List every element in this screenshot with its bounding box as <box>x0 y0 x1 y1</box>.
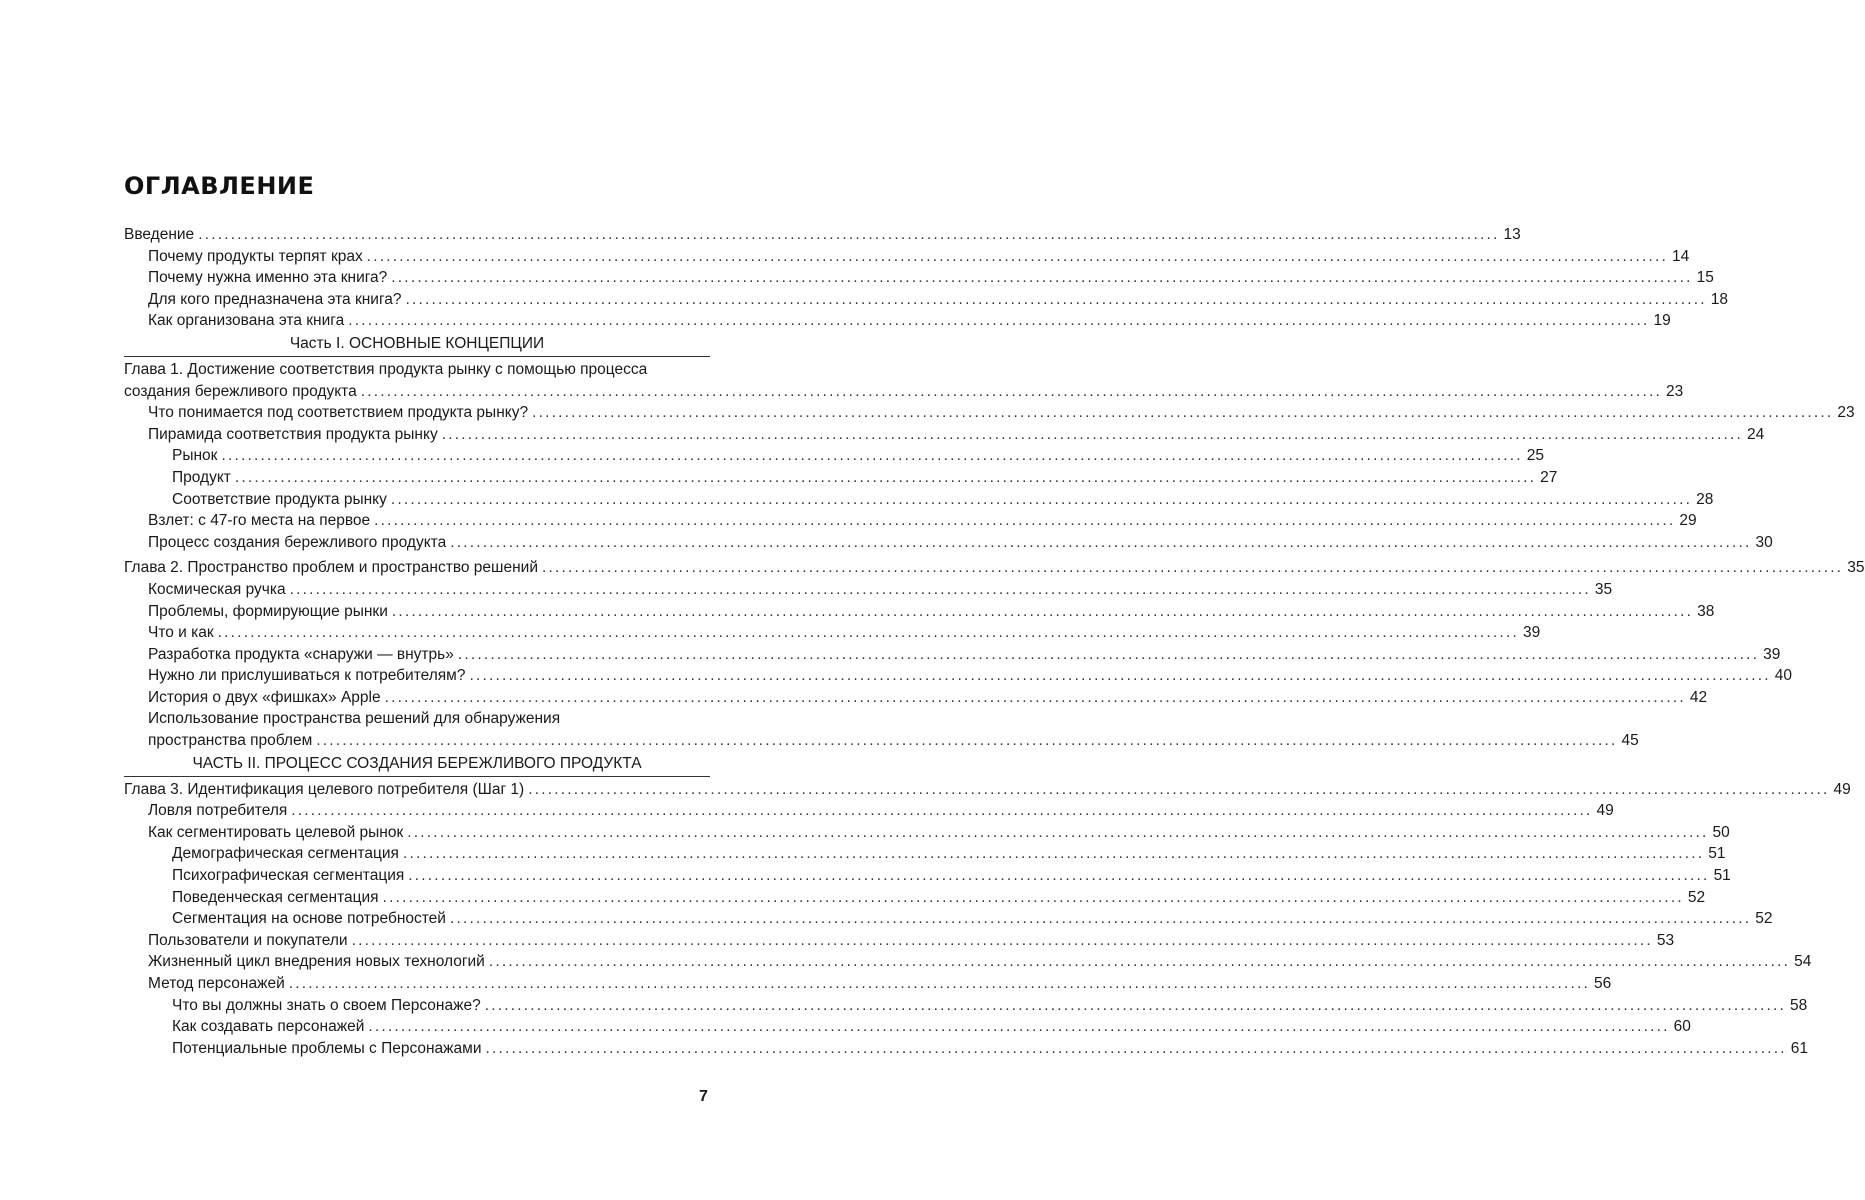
toc-entry-page: 19 <box>1653 312 1671 330</box>
toc-entry-page: 50 <box>1712 823 1730 841</box>
toc-entry[interactable] <box>124 779 1851 801</box>
toc-entry[interactable] <box>124 930 1675 952</box>
dot-leader: ........................................................................................................................................................................................................ <box>390 490 1693 508</box>
toc-wrapped-title-line[interactable]: Использование пространства решений для обнаружения <box>148 710 561 728</box>
toc-entry-page: 56 <box>1594 975 1612 992</box>
dot-leader: ........................................................................................................................................................................................................ <box>382 888 1684 906</box>
toc-entry-title: Психографическая сегментация <box>172 867 405 885</box>
toc-entry-page: 39 <box>1522 624 1541 642</box>
toc-entry-page: 45 <box>1621 732 1639 750</box>
dot-leader: ........................................................................................................................................................................................................ <box>541 559 1844 577</box>
toc-entry[interactable] <box>124 557 1865 579</box>
toc-entry[interactable] <box>124 1038 1809 1060</box>
dot-leader: ........................................................................................................................................................................................................ <box>316 732 1618 750</box>
dot-leader: ........................................................................................................................................................................................................ <box>384 688 1686 706</box>
chapter-2-section <box>124 557 1865 708</box>
toc-entry-title: Поведенческая сегментация <box>172 888 379 906</box>
toc-entry-title: Соответствие продукта рынку <box>172 490 387 508</box>
toc-entry[interactable] <box>124 1016 1691 1038</box>
toc-entry-page: 52 <box>1755 910 1773 928</box>
toc-entry-title: Что вы должны знать о своем Персонаже? <box>172 996 481 1014</box>
toc-entry-title: Для кого предназначена эта книга? <box>148 290 402 308</box>
toc-entry-title: Как организована эта книга <box>148 312 345 330</box>
chapter-2-wrap-section <box>124 730 1639 752</box>
toc-entry-page: 25 <box>1526 447 1544 465</box>
dot-leader: ........................................................................................................................................................................................................ <box>532 404 1834 422</box>
toc-entry-title: создания бережливого продукта <box>124 382 357 400</box>
part-1-title: Часть I. ОСНОВНЫЕ КОНЦЕПЦИИ <box>124 332 710 357</box>
toc-entry-title: Метод персонажей <box>148 975 285 992</box>
toc-entry-title: пространства проблем <box>148 732 313 750</box>
dot-leader: ........................................................................................................................................................................................................ <box>408 867 1710 885</box>
toc-entry[interactable] <box>124 887 1706 909</box>
toc-entry[interactable] <box>124 579 1613 601</box>
toc-entry[interactable] <box>124 865 1731 887</box>
toc-entry-page: 35 <box>1847 559 1865 577</box>
chapter-1-section <box>124 381 1855 554</box>
toc-entry[interactable] <box>124 843 1726 865</box>
toc-entry-page: 49 <box>1833 780 1851 798</box>
toc-entry[interactable] <box>124 800 1614 822</box>
toc-entry-page: 24 <box>1746 425 1765 443</box>
toc-entry-title: Пирамида соответствия продукта рынку <box>148 425 438 443</box>
intro-section <box>124 224 1729 332</box>
toc-entry[interactable] <box>124 224 1521 246</box>
toc-entry-page: 49 <box>1596 802 1614 820</box>
toc-entry-page: 53 <box>1656 931 1675 949</box>
toc-entry-title: Жизненный цикл внедрения новых технологий <box>148 953 485 971</box>
toc-entry[interactable] <box>124 822 1730 844</box>
dot-leader: ........................................................................................................................................................................................................ <box>484 996 1786 1014</box>
dot-leader: ........................................................................................................................................................................................................ <box>405 290 1707 308</box>
dot-leader: ........................................................................................................................................................................................................ <box>469 667 1771 685</box>
toc-entry-title: Что и как <box>148 624 214 642</box>
toc-entry[interactable] <box>124 246 1690 268</box>
toc-entry[interactable] <box>124 489 1714 511</box>
dot-leader: ........................................................................................................................................................................................................ <box>402 845 1705 863</box>
toc-entry-title: Глава 2. Пространство проблем и пространство решений <box>124 559 538 577</box>
toc-entry-page: 30 <box>1755 533 1773 551</box>
toc-entry-page: 38 <box>1697 602 1715 620</box>
dot-leader: ........................................................................................................................................................................................................ <box>288 975 1591 992</box>
toc-entry[interactable] <box>124 445 1544 467</box>
dot-leader: ........................................................................................................................................................................................................ <box>360 382 1662 400</box>
toc-entry[interactable] <box>124 665 1792 687</box>
dot-leader: ........................................................................................................................................................................................................ <box>488 953 1791 971</box>
table-of-contents <box>124 224 1865 1059</box>
chapter-1-title-line[interactable]: Глава 1. Достижение соответствия продукта рынку с помощью процесса <box>124 360 648 378</box>
toc-entry[interactable] <box>124 973 1612 995</box>
toc-entry-title: Проблемы, формирующие рынки <box>148 602 388 620</box>
toc-entry-page: 61 <box>1790 1039 1809 1057</box>
toc-entry-title: Что понимается под соответствием продукта рынку? <box>148 404 529 422</box>
page-number: 7 <box>699 1088 708 1105</box>
toc-entry[interactable] <box>124 687 1708 709</box>
dot-leader: ........................................................................................................................................................................................................ <box>457 645 1760 663</box>
dot-leader: ........................................................................................................................................................................................................ <box>291 802 1593 820</box>
toc-entry-page: 28 <box>1696 490 1714 508</box>
toc-entry-title: Почему продукты терпят крах <box>148 247 363 265</box>
toc-entry[interactable] <box>124 644 1781 666</box>
dot-leader: ........................................................................................................................................................................................................ <box>366 247 1669 265</box>
toc-entry-page: 23 <box>1837 404 1855 422</box>
dot-leader: ........................................................................................................................................................................................................ <box>407 823 1709 841</box>
toc-entry[interactable] <box>124 510 1697 532</box>
toc-entry-title: Почему нужна именно эта книга? <box>148 269 388 287</box>
toc-entry-page: 52 <box>1687 888 1706 906</box>
toc-entry[interactable] <box>124 601 1715 623</box>
chapter-3-section <box>124 779 1851 1060</box>
toc-entry-title: Процесс создания бережливого продукта <box>148 533 447 551</box>
dot-leader: ........................................................................................................................................................................................................ <box>234 468 1537 486</box>
dot-leader: ........................................................................................................................................................................................................ <box>348 312 1650 330</box>
toc-entry-title: Демографическая сегментация <box>172 845 399 863</box>
toc-entry[interactable] <box>124 532 1773 554</box>
dot-leader: ........................................................................................................................................................................................................ <box>528 780 1830 798</box>
toc-entry[interactable] <box>124 381 1684 403</box>
toc-entry-title: Введение <box>124 226 195 243</box>
toc-entry-page: 54 <box>1794 953 1812 971</box>
dot-leader: ........................................................................................................................................................................................................ <box>198 226 1500 243</box>
toc-entry-page: 58 <box>1789 996 1808 1014</box>
toc-entry-page: 39 <box>1763 645 1781 663</box>
toc-entry[interactable] <box>124 951 1812 973</box>
dot-leader: ........................................................................................................................................................................................................ <box>441 425 1743 443</box>
toc-entry[interactable] <box>124 289 1729 311</box>
part-2-title: ЧАСТЬ II. ПРОЦЕСС СОЗДАНИЯ БЕРЕЖЛИВОГО ПРОДУКТА <box>124 752 710 777</box>
toc-entry-title: Пользователи и покупатели <box>148 931 348 949</box>
toc-entry-title: Как создавать персонажей <box>172 1018 365 1036</box>
toc-entry[interactable] <box>124 310 1671 332</box>
dot-leader: ........................................................................................................................................................................................................ <box>217 624 1519 642</box>
toc-entry-page: 13 <box>1503 226 1521 243</box>
dot-leader: ........................................................................................................................................................................................................ <box>221 447 1523 465</box>
toc-entry[interactable] <box>124 622 1541 644</box>
toc-entry-title: Ловля потребителя <box>148 802 288 820</box>
toc-entry[interactable] <box>124 730 1639 752</box>
toc-entry-title: История о двух «фишках» Apple <box>148 688 381 706</box>
toc-entry[interactable] <box>124 467 1558 489</box>
toc-entry-page: 40 <box>1774 667 1792 685</box>
toc-entry-page: 42 <box>1689 688 1708 706</box>
toc-entry-page: 60 <box>1673 1018 1691 1036</box>
toc-entry-title: Разработка продукта «снаружи — внутрь» <box>148 645 454 663</box>
toc-entry-page: 51 <box>1713 867 1731 885</box>
toc-entry-title: Нужно ли прислушиваться к потребителям? <box>148 667 466 685</box>
toc-entry[interactable] <box>124 267 1714 289</box>
dot-leader: ........................................................................................................................................................................................................ <box>368 1018 1670 1036</box>
dot-leader: ........................................................................................................................................................................................................ <box>374 512 1676 530</box>
toc-entry-page: 15 <box>1696 269 1714 287</box>
dot-leader: ........................................................................................................................................................................................................ <box>391 269 1693 287</box>
toc-entry-title: Взлет: с 47-го места на первое <box>148 512 371 530</box>
toc-entry-page: 27 <box>1540 468 1558 486</box>
dot-leader: ........................................................................................................................................................................................................ <box>351 931 1653 949</box>
toc-entry-title: Глава 3. Идентификация целевого потребителя (Шаг 1) <box>124 780 525 798</box>
toc-heading: ОГЛАВЛЕНИЕ <box>124 172 315 200</box>
toc-entry-title: Продукт <box>172 468 231 486</box>
toc-entry-page: 29 <box>1679 512 1697 530</box>
toc-entry[interactable] <box>124 402 1855 424</box>
toc-entry[interactable] <box>124 995 1808 1017</box>
toc-entry-page: 18 <box>1710 290 1729 308</box>
toc-entry-page: 14 <box>1672 247 1690 265</box>
dot-leader: ........................................................................................................................................................................................................ <box>450 533 1752 551</box>
toc-entry-page: 51 <box>1708 845 1726 863</box>
toc-entry[interactable] <box>124 908 1773 930</box>
dot-leader: ........................................................................................................................................................................................................ <box>289 580 1591 598</box>
dot-leader: ........................................................................................................................................................................................................ <box>485 1039 1787 1057</box>
toc-entry[interactable] <box>124 424 1765 446</box>
toc-entry-title: Как сегментировать целевой рынок <box>148 823 404 841</box>
toc-entry-title: Рынок <box>172 447 218 465</box>
toc-entry-page: 35 <box>1594 580 1613 598</box>
dot-leader: ........................................................................................................................................................................................................ <box>449 910 1752 928</box>
toc-entry-page: 23 <box>1665 382 1684 400</box>
toc-entry-title: Космическая ручка <box>148 580 286 598</box>
dot-leader: ........................................................................................................................................................................................................ <box>391 602 1694 620</box>
toc-entry-title: Сегментация на основе потребностей <box>172 910 446 928</box>
toc-entry-title: Потенциальные проблемы с Персонажами <box>172 1039 482 1057</box>
